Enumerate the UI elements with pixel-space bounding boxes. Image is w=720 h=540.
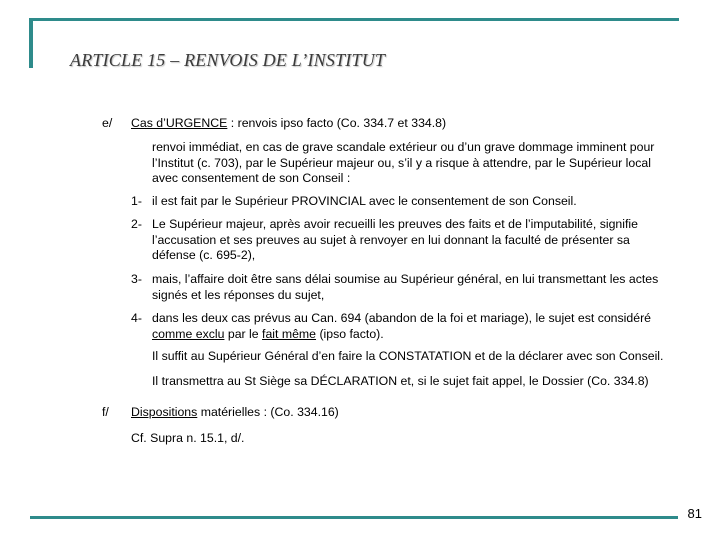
- note-constatation: Il suffit au Supérieur Général d’en faire la CONSTATATION et de la déclarer avec son Conseil.: [152, 349, 664, 363]
- section-f-heading: Dispositions: [131, 405, 198, 419]
- emphasis-fait-meme: fait même: [262, 326, 317, 341]
- item-4-text: [152, 311, 651, 342]
- item-3-number: 3-: [131, 272, 142, 286]
- item-2-line: Le Supérieur majeur, après avoir recueilli les preuves des faits et de l’imputabilité, signifie: [152, 217, 638, 231]
- section-e-heading-line: [131, 116, 446, 132]
- item-2-line: l’accusation et ses preuves au sujet à renvoyer en lui donnant la faculté de présenter sa: [152, 232, 630, 247]
- item-4-number: 4-: [131, 311, 142, 325]
- section-f-reference: Cf. Supra n. 15.1, d/.: [131, 431, 245, 445]
- section-e-heading: Cas d’URGENCE: [131, 116, 228, 130]
- section-f-marker: f/: [102, 405, 109, 419]
- item-2-number: 2-: [131, 217, 142, 231]
- item-4-mid: par le: [224, 326, 263, 341]
- note-declaration: Il transmettra au St Siège sa DÉCLARATION et, si le sujet fait appel, le Dossier (Co. 334.8): [152, 374, 649, 388]
- item-1-number: 1-: [131, 194, 142, 208]
- section-f-heading-rest: matérielles : (Co. 334.16): [197, 405, 339, 419]
- page-title: ARTICLE 15 – RENVOIS DE L’INSTITUT: [70, 50, 386, 70]
- item-4-line: [152, 327, 651, 343]
- intro-line: avec consentement de son Conseil :: [152, 171, 351, 186]
- frame-bottom-bar: [30, 516, 678, 519]
- frame-top-bar: [29, 18, 679, 21]
- item-2-text: [152, 217, 638, 264]
- frame-left-bar: [29, 18, 33, 68]
- section-e-intro: [152, 140, 654, 187]
- item-3-line: mais, l’affaire doit être sans délai soumise au Supérieur général, en lui transmettant les actes: [152, 272, 659, 286]
- page-number: 81: [684, 506, 706, 521]
- section-e-marker: e/: [102, 116, 113, 130]
- section-f-heading-line: [131, 405, 339, 421]
- intro-line: l’Institut (c. 703), par le Supérieur majeur ou, s’il y a risque à attendre, par le Supérieur local: [152, 155, 651, 170]
- emphasis-comme-exclu: comme exclu: [152, 326, 225, 341]
- item-4-line: dans les deux cas prévus au Can. 694 (abandon de la foi et mariage), le sujet est considéré: [152, 311, 652, 325]
- item-3-line: signés et les réponses du sujet,: [152, 287, 325, 302]
- intro-line: renvoi immédiat, en cas de grave scandale extérieur ou d’un grave dommage imminent pour: [152, 140, 655, 154]
- section-e-heading-rest: : renvois ipso facto (Co. 334.7 et 334.8): [227, 116, 447, 130]
- item-3-text: [152, 272, 658, 303]
- item-1-text: il est fait par le Supérieur PROVINCIAL avec le consentement de son Conseil.: [152, 194, 577, 208]
- item-2-line: défense (c. 695-2),: [152, 248, 256, 263]
- item-4-end: (ipso facto).: [316, 326, 384, 341]
